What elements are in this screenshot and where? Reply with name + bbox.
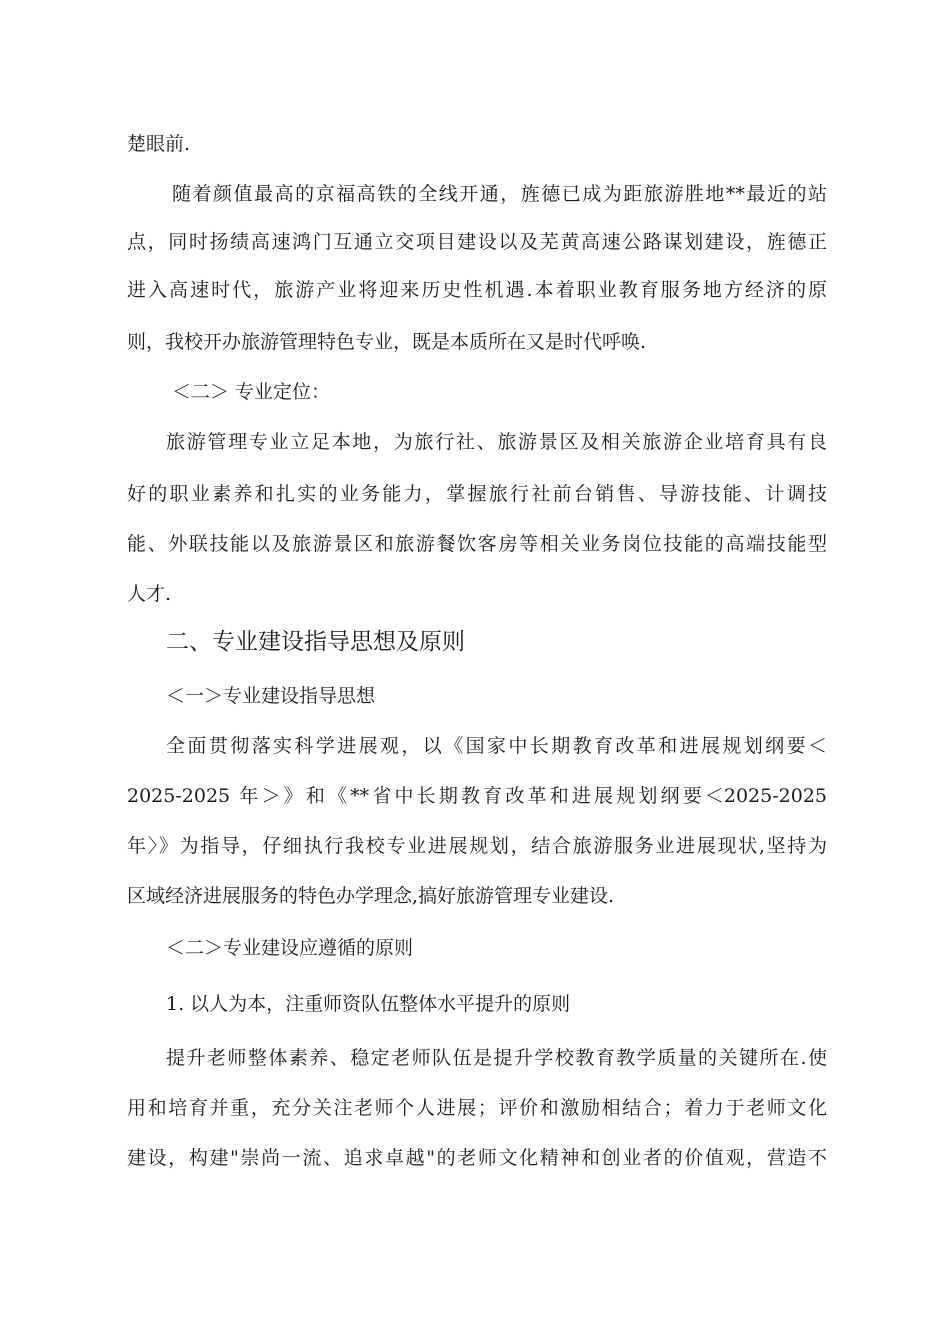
section-subheading: ＜二＞ 专业定位： [172, 381, 331, 403]
paragraph-line: 全面贯彻落实科学进展观，以《国家中长期教育改革和进展规划纲要＜ [166, 735, 827, 757]
paragraph-line: 进入高速时代，旅游产业将迎来历史性机遇.本着职业教育服务地方经济的原 [127, 279, 827, 301]
section-subheading: ＜二＞专业建设应遵循的原则 [166, 937, 414, 959]
paragraph-line: 楚眼前. [127, 133, 191, 155]
paragraph-line: 提升老师整体素养、稳定老师队伍是提升学校教育教学质量的关键所在.使 [166, 1047, 827, 1069]
section-subheading: ＜一＞专业建设指导思想 [166, 685, 376, 707]
paragraph-line: 年〉》为指导，仔细执行我校专业进展规划，结合旅游服务业进展现状,坚持为 [127, 835, 827, 857]
paragraph-line: 区域经济进展服务的特色办学理念,搞好旅游管理专业建设. [127, 885, 615, 907]
list-item-heading: 1. 以人为本，注重师资队伍整体水平提升的原则 [166, 993, 571, 1015]
paragraph-line: 则，我校开办旅游管理特色专业，既是本质所在又是时代呼唤. [127, 331, 647, 353]
section-heading: 二、专业建设指导思想及原则 [166, 629, 465, 655]
paragraph-line: 2025-2025 年＞》和《**省中长期教育改革和进展规划纲要＜2025-2025 [127, 785, 827, 807]
paragraph-line: 建设，构建"崇尚一流、追求卓越"的老师文化精神和创业者的价值观，营造不 [127, 1147, 827, 1169]
paragraph-line: 点，同时扬绩高速鸿门互通立交项目建设以及芜黄高速公路谋划建设，旌德正 [127, 231, 827, 253]
paragraph-line: 用和培育并重，充分关注老师个人进展；评价和激励相结合；着力于老师文化 [127, 1097, 827, 1119]
paragraph-line: 人才. [127, 583, 172, 605]
paragraph-line: 能、外联技能以及旅游景区和旅游餐饮客房等相关业务岗位技能的高端技能型 [127, 533, 827, 555]
paragraph-line: 随着颜值最高的京福高铁的全线开通，旌德已成为距旅游胜地**最近的站 [172, 183, 827, 205]
paragraph-line: 旅游管理专业立足本地，为旅行社、旅游景区及相关旅游企业培育具有良 [166, 431, 827, 453]
paragraph-line: 好的职业素养和扎实的业务能力，掌握旅行社前台销售、导游技能、计调技 [127, 483, 827, 505]
